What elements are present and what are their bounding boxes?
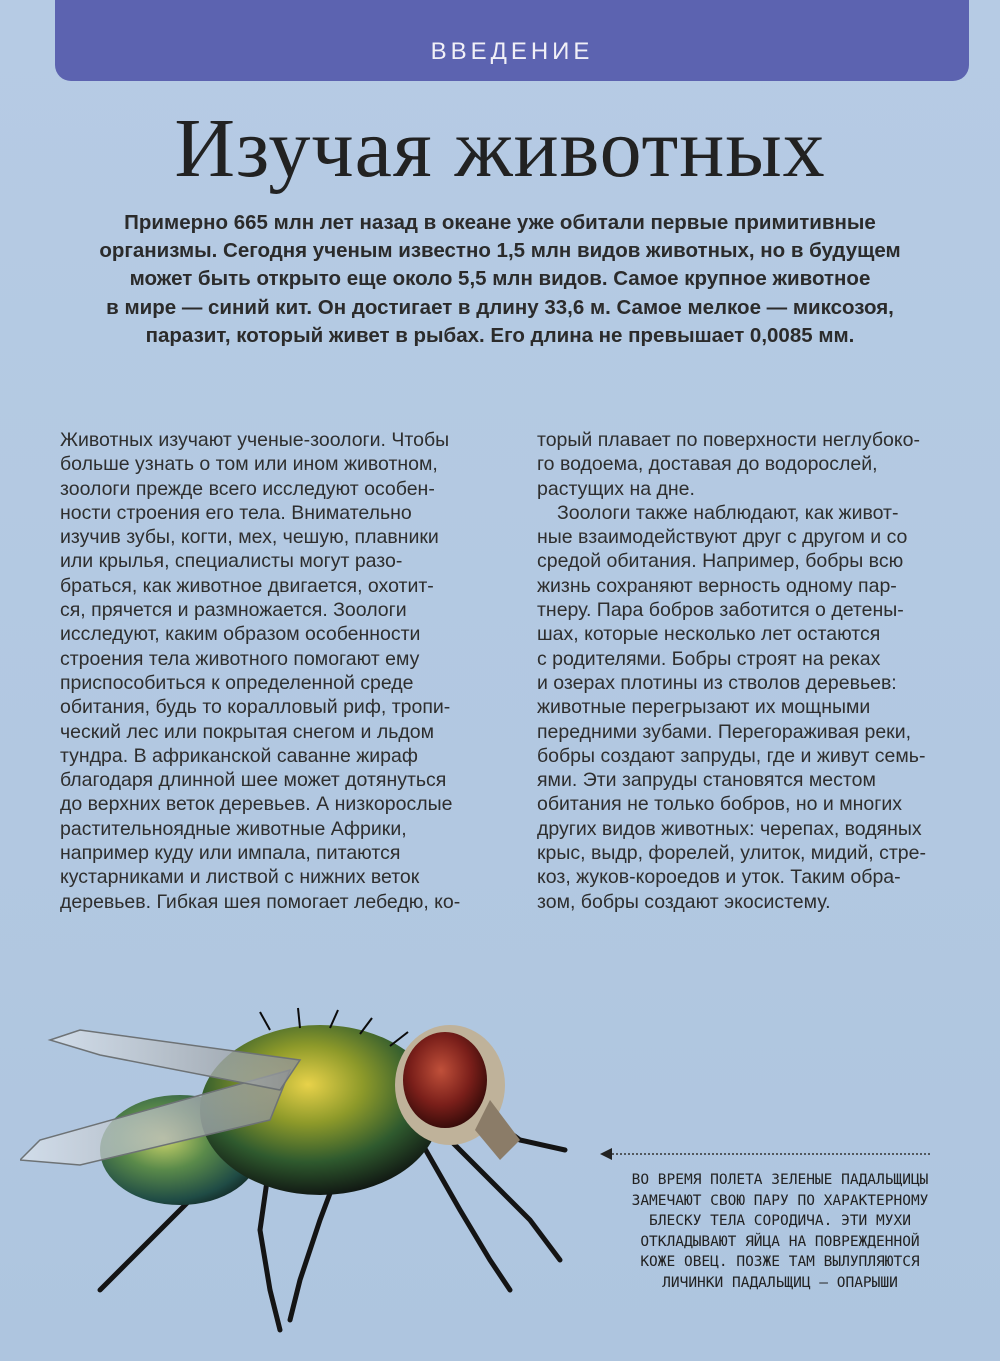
text-line: растущих на дне. [537, 477, 695, 500]
text-line: Животных изучают ученые-зоологи. Чтобы [60, 429, 450, 451]
text-line: ся, прячется и размножается. Зоологи [60, 599, 407, 622]
text-line: больше узнать о том или ином животном, [60, 453, 438, 476]
intro-line: паразит, который живет в рыбах. Его длина не превышает 0,0085 мм. [145, 323, 855, 347]
text-line: торый плавает по поверхности неглубоко- [537, 429, 920, 451]
text-line: деревьев. Гибкая шея помогает лебедю, ко- [60, 890, 461, 913]
intro-line: в мире — синий кит. Он достигает в длину 33,6 м. Самое мелкое — миксозоя, [106, 295, 894, 319]
photo-caption [575, 1170, 985, 1294]
text-line: обитания не только бобров, но и многих [537, 793, 902, 816]
caption-line: БЛЕСКУ ТЕЛА СОРОДИЧА. ЭТИ МУХИ [649, 1213, 911, 1230]
caption-line: ОТКЛАДЫВАЮТ ЯЙЦА НА ПОВРЕЖДЕННОЙ [640, 1233, 920, 1250]
text-line: с родителями. Бобры строят на реках [537, 647, 881, 670]
caption-line: ЗАМЕЧАЮТ СВОЮ ПАРУ ПО ХАРАКТЕРНОМУ [631, 1192, 929, 1209]
text-line: го водоема, доставая до водорослей, [537, 453, 878, 476]
text-line: средой обитания. Например, бобры всю [537, 550, 904, 573]
text-line: благодаря длинной шее может дотянуться [60, 769, 447, 792]
text-line: тнеру. Пара бобров заботится о детены- [537, 599, 904, 622]
caption-line: ВО ВРЕМЯ ПОЛЕТА ЗЕЛЕНЫЕ ПАДАЛЬЩИЦЫ [631, 1172, 929, 1188]
text-line: животные перегрызают их мощными [537, 696, 871, 719]
text-line: шах, которые несколько лет остаются [537, 623, 881, 646]
text-line: например куду или импала, питаются [60, 842, 401, 865]
text-line: обитания, будь то коралловый риф, тропи- [60, 696, 451, 719]
text-line: тундра. В африканской саванне жираф [60, 744, 418, 767]
text-line: исследуют, каким образом особенности [60, 623, 421, 646]
text-line: ные взаимодействуют друг с другом и со [537, 526, 908, 549]
text-line: растительноядные животные Африки, [60, 817, 407, 840]
text-line: зоологи прежде всего исследуют особен- [60, 477, 435, 500]
fly-photo [20, 990, 600, 1350]
text-line: других видов животных: черепах, водяных [537, 817, 922, 840]
body-column-right [537, 428, 977, 914]
text-line: передними зубами. Перегораживая реки, [537, 720, 912, 743]
text-line: кустарниками и листвой с нижних веток [60, 866, 420, 889]
section-banner [55, 0, 969, 81]
page-title: Изучая животных [174, 102, 826, 195]
text-line: зом, бобры создают экосистему. [537, 890, 831, 913]
intro-line: организмы. Сегодня ученым известно 1,5 млн видов животных, но в будущем [99, 239, 901, 263]
body-column-left [60, 428, 500, 914]
caption-line: КОЖЕ ОВЕЦ. ПОЗЖЕ ТАМ ВЫЛУПЛЯЮТСЯ [640, 1254, 920, 1271]
text-line: до верхних веток деревьев. А низкорослые [60, 793, 453, 816]
caption-arrow-icon [600, 1147, 930, 1161]
text-line: или крылья, специалисты могут разо- [60, 550, 403, 573]
intro-line: Примерно 665 млн лет назад в океане уже обитали первые примитивные [124, 211, 876, 234]
text-line: ности строения его тела. Внимательно [60, 501, 412, 524]
text-line: жизнь сохраняют верность одному пар- [537, 574, 897, 597]
text-line: крыс, выдр, форелей, улиток, мидий, стре- [537, 842, 926, 865]
text-line: коз, жуков-короедов и уток. Таким обра- [537, 866, 901, 889]
text-line: приспособиться к определенной среде [60, 671, 414, 694]
text-line: и озерах плотины из стволов деревьев: [537, 671, 897, 694]
text-line: браться, как животное двигается, охотит- [60, 574, 434, 597]
text-line: Зоологи также наблюдают, как живот- [557, 501, 899, 524]
intro-paragraph [70, 209, 930, 350]
text-line: изучив зубы, когти, мех, чешую, плавники [60, 526, 439, 549]
text-line: бобры создают запруды, где и живут семь- [537, 744, 926, 767]
section-label: ВВЕДЕНИЕ [430, 38, 594, 65]
caption-line: ЛИЧИНКИ ПАДАЛЬЩИЦ — ОПАРЫШИ [662, 1274, 898, 1291]
text-line: ческий лес или покрытая снегом и льдом [60, 720, 434, 743]
text-line: ями. Эти запруды становятся местом [537, 769, 876, 792]
text-line: строения тела животного помогают ему [60, 647, 420, 670]
intro-line: может быть открыто еще около 5,5 млн видов. Самое крупное животное [129, 267, 871, 291]
